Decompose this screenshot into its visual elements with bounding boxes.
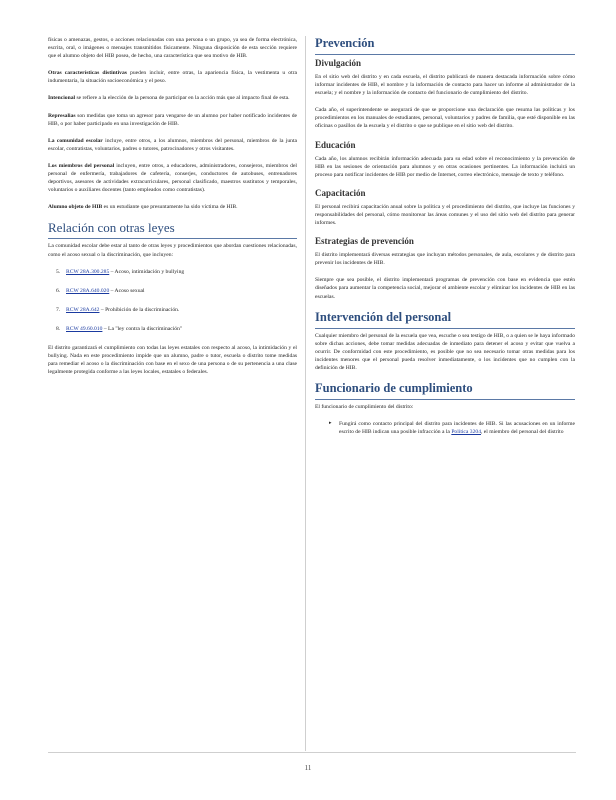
- list-item: 5. RCW 28A.300.285 – Acoso, intimidación y bullying: [56, 268, 185, 275]
- rcw-link[interactable]: RCW 28A.640.020: [66, 287, 110, 294]
- subheading-educacion: Educación: [315, 139, 356, 150]
- term-label: Represalias: [48, 112, 76, 119]
- rcw-link[interactable]: RCW 28A.300.285: [66, 268, 110, 275]
- paragraph: En el sitio web del distrito y en cada escuela, el distrito publicará de manera destacada información sobre cómo informar incidentes de HIB, el nombre y la información de contacto para hacer un informe al administrador de la escuela; y el nombre y la información de contacto del funcionario de cumplimiento del distrito.: [315, 74, 575, 97]
- heading-relacion-otras-leyes: Relación con otras leyes: [48, 220, 297, 239]
- definition-intentional: Intencional se refiere a la elección de la persona de participar en la acción más que al impacto final de esta.: [48, 95, 290, 102]
- definition-targeted-student: Alumno objeto de HIB es un estudiante que presuntamente ha sido víctima de HIB.: [48, 204, 238, 211]
- section-educacion: [315, 140, 575, 179]
- subheading-capacitacion: Capacitación: [315, 187, 366, 198]
- paragraph-other-laws: La comunidad escolar debe estar al tanto de otras leyes y procedimientos que abordan cuestiones relacionadas, como el acoso sexual o la discriminación, que incluyen:: [48, 243, 297, 258]
- footer-rule: [48, 752, 576, 753]
- section-estrategias: [315, 236, 575, 300]
- term-label: Alumno objeto de HIB: [48, 204, 103, 211]
- rcw-link[interactable]: RCW 28A.642: [66, 306, 100, 313]
- term-label: Los miembros del personal: [48, 162, 115, 169]
- page-number: 11: [304, 764, 312, 772]
- term-label: Otras características distintivas: [48, 70, 127, 77]
- paragraph: Cada año, los alumnos recibirán información adecuada para su edad sobre el reconocimiento y la prevención de HIB en las sesiones de orientación para alumnos y en otras ocasiones pertinentes. La información incluirá un proceso para notificar incidentes de HIB por medio de Internet, correo electrónico, mensaje de texto y teléfono.: [315, 155, 575, 178]
- list-item: 6. RCW 28A.640.020 – Acoso sexual: [56, 287, 145, 294]
- policy-3204-link[interactable]: Política 3204: [451, 429, 481, 436]
- section-capacitacion: [315, 188, 575, 227]
- paragraph: Cada año, el superintendente se asegurará de que se proporcione una declaración que resuma las políticas y los procedimientos en los manuales de estudiantes, personal, voluntarios y padres de familia, que esté disponible en las oficinas o pasillos de la escuela y el distrito o que se publique en el sitio web del distrito.: [315, 107, 575, 130]
- definition-hib-continued: físicas o amenazas, gestos, o acciones relacionadas con una persona o un grupo, ya sea de forma electrónica, escrita, oral, o imágenes o mensajes transmitidos físicamente. Ninguna disposición de esta sección requiere que el alumno objeto del HIB posea, de hecho, una característica que sea motivo de HIB.: [48, 37, 297, 60]
- list-item: ▸ Fungirá como contacto principal del distrito para incidentes de HIB. Si las acusaciones en un informe escrito de HIB indican una posible infracción a la Política 3204, el miembro del personal del distrito: [329, 420, 575, 436]
- paragraph: El distrito implementará diversas estrategias que incluyan métodos personales, de aula, escolares y de distrito para prevenir los incidentes de HIB.: [315, 252, 575, 267]
- list-item: 8. RCW 49.60.010 – La "ley contra la discriminación": [56, 325, 183, 332]
- term-label: Intencional: [48, 95, 76, 102]
- list-item: 7. RCW 28A.642 – Prohibición de la discriminación.: [56, 306, 180, 313]
- rcw-link[interactable]: RCW 49.60.010: [66, 325, 103, 332]
- paragraph-compliance: El distrito garantizará el cumplimiento con todas las leyes estatales con respecto al acoso, la intimidación y el bullying. Nada en este procedimiento impide que un alumno, padre o tutor, escuela o distrito tome medidas para remediar el acoso o la discriminación con base en el sexo de una persona o de su pertenencia a una clase legalmente protegida conforme a las leyes locales, estatales o federales.: [48, 344, 297, 376]
- right-column: [315, 36, 575, 436]
- definition-other-characteristics: Otras características distintivas pueden incluir, entre otras, la apariencia física, la vestimenta u otra indumentaria, la situación socioeconómica y el peso.: [48, 70, 297, 85]
- heading-funcionario-cumplimiento: Funcionario de cumplimiento: [315, 381, 575, 400]
- subheading-divulgacion: Divulgación: [315, 58, 362, 68]
- paragraph: El funcionario de cumplimiento del distrito:: [315, 404, 414, 411]
- duties-list: [329, 420, 575, 436]
- definition-school-community: La comunidad escolar incluye, entre otros, a los alumnos, miembros del personal, miembros de la junta escolar, contratistas, voluntarios, padres o tutores, patrocinadores y otros visitantes.: [48, 137, 297, 152]
- definition-retaliation: Represalias son medidas que toma un agresor para vengarse de un alumno por haber notificado incidentes de HIB, o por haber participado en una investigación de HIB.: [48, 112, 297, 127]
- heading-prevencion: Prevención: [315, 36, 575, 55]
- term-label: La comunidad escolar: [48, 137, 103, 144]
- left-column: [48, 36, 297, 385]
- laws-list: [48, 268, 297, 333]
- paragraph: Siempre que sea posible, el distrito implementará programas de prevención con base en evidencia que estén diseñados para aumentar la competencia social, mejorar el ambiente escolar y eliminar los incidentes de HIB en las escuelas.: [315, 277, 575, 300]
- heading-intervencion-personal: Intervención del personal: [315, 310, 575, 329]
- column-divider: [305, 36, 306, 751]
- paragraph: El personal recibirá capacitación anual sobre la política y el procedimiento del distrito, que incluye las funciones y responsabilidades del personal, cómo monitorear las áreas comunes y el uso del sitio web del distrito para generar informes.: [315, 203, 575, 227]
- paragraph: Cualquier miembro del personal de la escuela que vea, escuche o sea testigo de HIB, o a quien se le haya informado sobre dichas acciones, debe tomar medidas adecuadas de inmediato para detener el acoso y evitar que vuelva a ocurrir. De conformidad con este procedimiento, es posible que no sea necesario tomar otras medidas para los incidentes menores que el personal pueda resolver inmediatamente, o los incidentes que no cumplen con la definición de HIB.: [315, 332, 575, 371]
- definition-staff: Los miembros del personal incluyen, entre otros, a educadores, administradores, consejeros, miembros del personal de enfermería, trabajadores de cafetería, conserjes, conductores de autobuses, entrenadores deportivos, asesores de actividades extracurriculares, personal clasificado, maestros sustitutos y temporales, voluntarios o auxiliares docentes (tanto empleados como contratistas).: [48, 162, 297, 194]
- subheading-estrategias: Estrategias de prevención: [315, 236, 414, 247]
- section-divulgacion: [315, 58, 575, 131]
